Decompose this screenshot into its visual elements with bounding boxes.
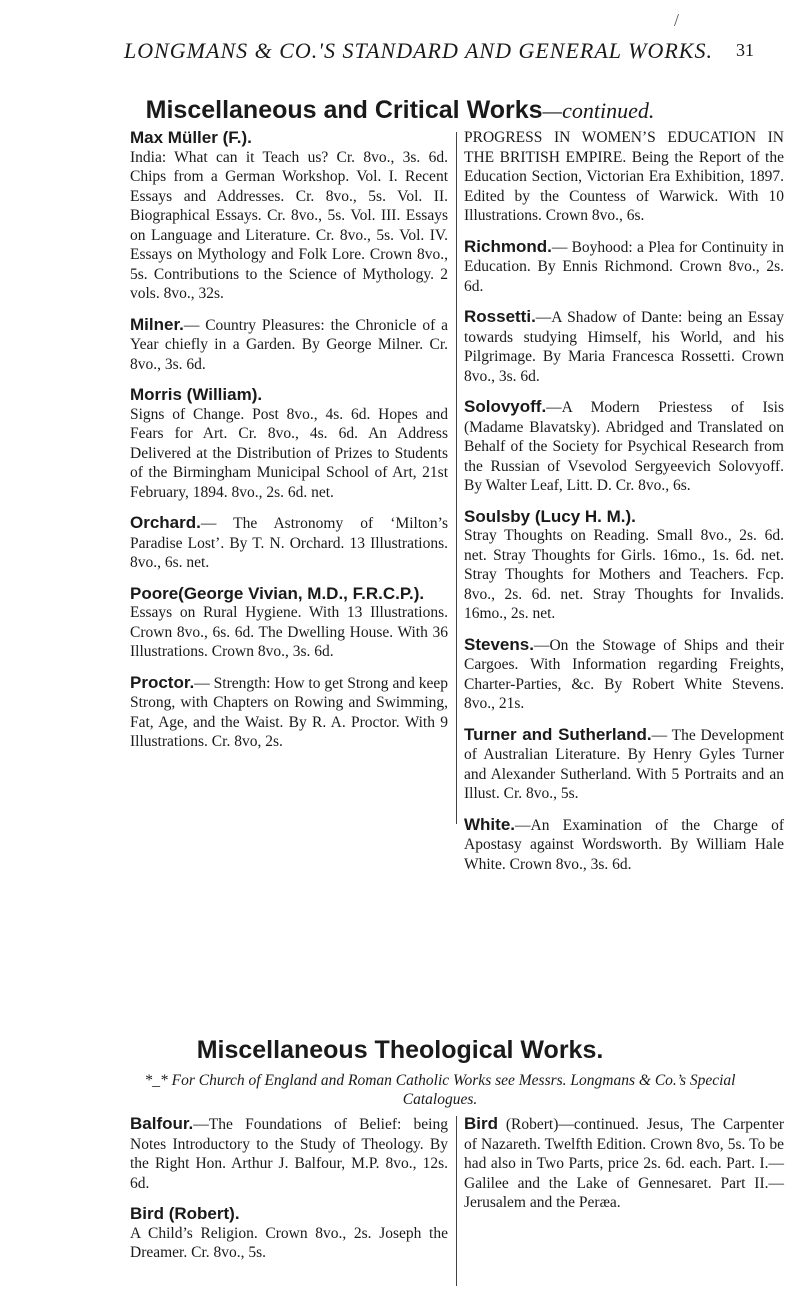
entry-author: Stevens.	[464, 634, 534, 654]
entry-stevens	[464, 635, 784, 714]
entry-balfour	[130, 1114, 448, 1193]
entry-proctor	[130, 673, 448, 752]
entry-author: Turner and Sutherland.	[464, 724, 652, 744]
entry-author: Bird	[464, 1114, 498, 1133]
entry-rossetti	[464, 307, 784, 386]
entry-progress-womens-education	[464, 128, 784, 226]
entry-richmond	[464, 237, 784, 297]
corner-mark: /	[674, 10, 680, 30]
entry-body: India: What can it Teach us? Cr. 8vo., 3s. 6d. Chips from a German Workshop. Vol. I. Recent Essays and Addresses. Cr. 8vo., 5s. Vol. II. Biographical Essays. Cr. 8vo., 5s. Vol. III. Essays on Language and Literature. Cr. 8vo., 5s. Vol. IV. Essays on Mythology and Folk Lore. Crown 8vo., 5s. Contributions to the Science of Mythology. 2 vols. 8vo., 32s.	[130, 148, 448, 302]
entry-soulsby	[464, 507, 784, 624]
entry-author: Max Müller (F.).	[130, 128, 252, 147]
entry-author: Milner.	[130, 314, 184, 334]
entry-body: — The Development of Australian Literature. By Henry Gyles Turner and Alexander Sutherland. With 5 Portraits and an Illust. Cr. 8vo., 5s.	[464, 726, 784, 802]
entry-author: Proctor.	[130, 672, 195, 692]
entry-bird	[130, 1204, 448, 1263]
running-head-title: LONGMANS & CO.'S STANDARD AND GENERAL WORKS.	[124, 38, 713, 63]
entry-author: Morris (William).	[130, 385, 263, 404]
entry-author: Bird (Robert).	[130, 1204, 240, 1223]
entry-body: —An Examination of the Charge of Apostasy against Wordsworth. By William Hale White. Crown 8vo., 3s. 6d.	[464, 816, 784, 873]
entry-author: Soulsby (Lucy H. M.).	[464, 506, 636, 526]
entry-turner-sutherland	[464, 725, 784, 804]
entry-body: A Child’s Religion. Crown 8vo., 2s. Joseph the Dreamer. Cr. 8vo., 5s.	[130, 1224, 448, 1261]
entry-body: Stray Thoughts on Reading. Small 8vo., 2s. 6d. net. Stray Thoughts for Girls. 16mo., 1s. 6d. net. Stray Thoughts for Mothers and Teachers. Fcp. 8vo., 2s. 6d. net. Stray Thoughts for Invalids. 16mo., 2s. net.	[464, 527, 784, 622]
left-column-theological	[130, 1114, 448, 1274]
entry-solovyoff	[464, 397, 784, 496]
entry-body: — Strength: How to get Strong and keep Strong, with Chapters on Rowing and Swimming, Fat, Age, and the Waist. By R. A. Proctor. With 9 Illustrations. Cr. 8vo, 2s.	[130, 674, 448, 750]
entry-author: Rossetti.	[464, 307, 536, 326]
entry-body: — Boyhood: a Plea for Continuity in Education. By Ennis Richmond. Crown 8vo., 2s. 6d.	[464, 238, 784, 295]
entry-body: — The Astronomy of ‘Milton’s Paradise Lost’. By T. N. Orchard. 13 Illustrations. 8vo., 6s. net.	[130, 515, 448, 571]
entry-body: —A Modern Priestess of Isis (Madame Blavatsky). Abridged and Translated on Behalf of the Society for Psychical Research from the Russian of Vsevolod Sergyeevich Solovyoff. By Walter Leaf, Litt. D. Cr. 8vo., 6s.	[464, 399, 784, 494]
entry-body: Essays on Rural Hygiene. With 13 Illustrations. Crown 8vo., 6s. 6d. The Dwelling House. With 36 Illustrations. Crown 8vo., 3s. 6d.	[130, 604, 448, 660]
catalogue-note: *_* For Church of England and Roman Catholic Works see Messrs. Longmans & Co.’s Special Catalogues.	[144, 1072, 736, 1108]
entry-orchard	[130, 513, 448, 573]
section-title-text: Miscellaneous and Critical Works	[145, 96, 543, 124]
entry-author: Orchard.	[130, 513, 201, 532]
entry-author: Poore(George Vivian, M.D., F.R.C.P.).	[130, 583, 425, 603]
entry-body: —The Foundations of Belief: being Notes Introductory to the Study of Theology. By the Right Hon. Arthur J. Balfour, M.P. 8vo., 12s. 6d.	[130, 1116, 448, 1192]
left-column	[130, 128, 448, 763]
entry-milner	[130, 315, 448, 375]
right-column	[464, 128, 784, 885]
entry-max-muller	[130, 128, 448, 304]
page-number: 31	[736, 40, 754, 60]
right-column-theological	[464, 1114, 784, 1224]
entry-body: Signs of Change. Post 8vo., 4s. 6d. Hopes and Fears for Art. Cr. 8vo., 4s. 6d. An Address Delivered at the Distribution of Prizes to Students of the Birmingham Municipal School of Art, 21st February, 1894. 8vo., 2s. 6d. net.	[130, 405, 448, 501]
section-title-continued: —continued.	[542, 98, 655, 123]
column-divider-theological	[456, 1116, 457, 1286]
section-title-theological: Miscellaneous Theological Works.	[196, 1036, 604, 1064]
entry-author: Richmond.	[464, 236, 552, 256]
entry-author: White.	[464, 814, 515, 834]
entry-author: Solovyoff.	[464, 397, 547, 416]
column-divider	[456, 132, 457, 824]
running-head	[124, 38, 754, 68]
entry-author: Balfour.	[130, 1114, 194, 1133]
entry-poore	[130, 584, 448, 662]
section-title-critical	[0, 96, 800, 125]
entry-morris	[130, 385, 448, 502]
entry-body: PROGRESS IN WOMEN’S EDUCATION IN THE BRITISH EMPIRE. Being the Report of the Education Section, Victorian Era Exhibition, 1897. Edited by the Countess of Warwick. With 10 Illustrations. Crown 8vo., 6s.	[464, 129, 784, 224]
entry-bird-continued	[464, 1114, 784, 1213]
entry-body: —A Shadow of Dante: being an Essay towards studying Himself, his World, and his Pilgrimage. By Maria Francesca Rossetti. Crown 8vo., 3s. 6d.	[464, 309, 784, 385]
entry-body: — Country Pleasures: the Chronicle of a Year chiefly in a Garden. By George Milner. Cr. 8vo., 3s. 6d.	[130, 316, 448, 373]
entry-white	[464, 815, 784, 875]
entry-body: —On the Stowage of Ships and their Cargoes. With Information regarding Freights, Charter-Parties, &c. By Robert White Stevens. 8vo., 21s.	[464, 636, 784, 712]
entry-body: (Robert)—continued. Jesus, The Carpenter of Nazareth. Twelfth Edition. Crown 8vo, 5s. To be had also in Two Parts, price 2s. 6d. each. Part. I.—Galilee and the Lake of Gennesaret. Part II.—Jerusalem and the Peræa.	[464, 1116, 784, 1211]
